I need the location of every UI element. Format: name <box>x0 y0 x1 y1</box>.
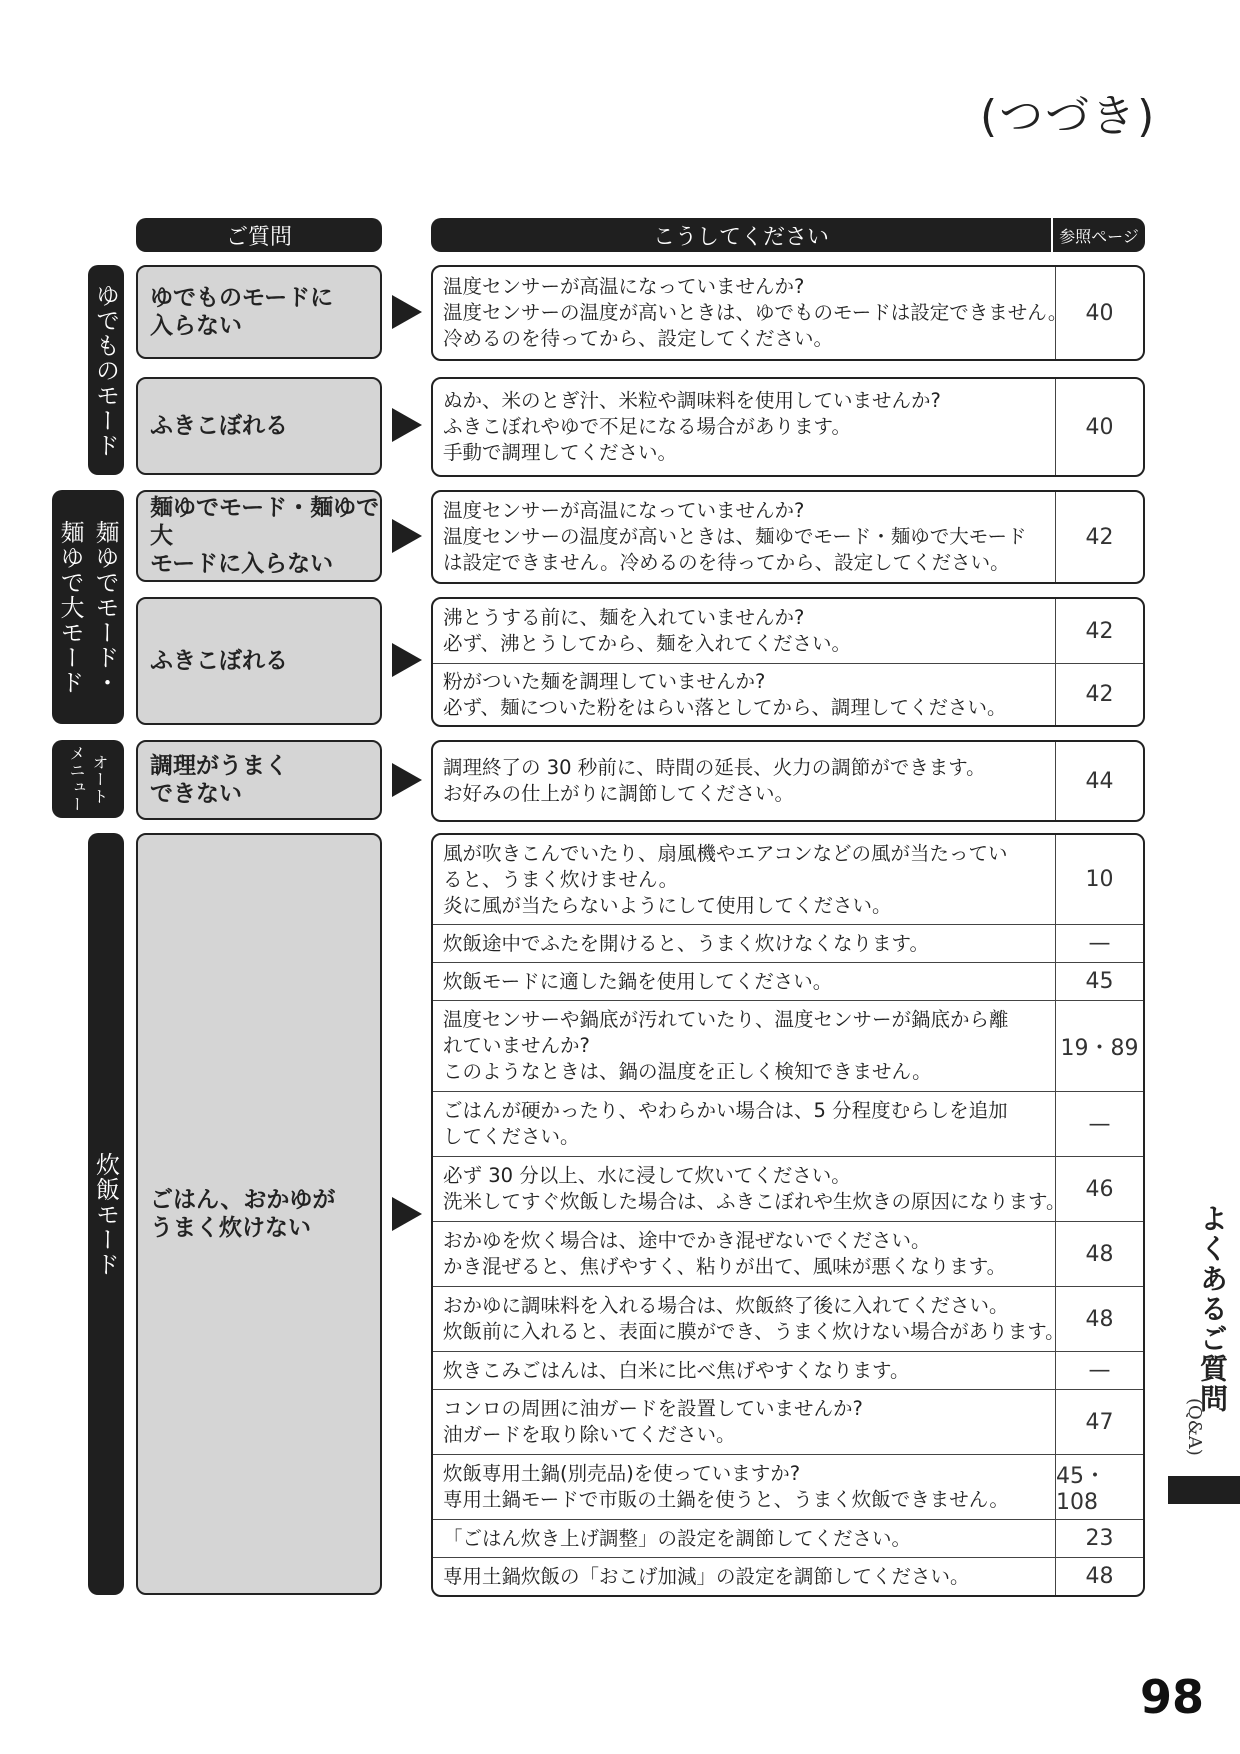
answer-line: 必ず、沸とうしてから、麺を入れてください。 <box>443 632 851 655</box>
answer-line: 風が吹きこんでいたり、扇風機やエアコンなどの風が当たってい <box>443 841 1008 865</box>
answer-line: 温度センサーが高温になっていませんか? <box>443 275 805 298</box>
answer-row <box>433 924 1143 962</box>
answer-line: おかゆに調味料を入れる場合は、炊飯終了後に入れてください。 <box>443 1294 1009 1317</box>
answer-row <box>433 742 1143 820</box>
answer-line: 「ごはん炊き上げ調整」の設定を調節してください。 <box>443 1526 912 1550</box>
answer-line: ぬか、米のとぎ汁、米粒や調味料を使用していませんか? <box>443 389 941 412</box>
reference-page: 42 <box>1055 599 1143 663</box>
question-box <box>136 265 382 359</box>
answer-row <box>433 1156 1143 1221</box>
section-title: よくあるご質問 <box>1196 1204 1229 1414</box>
answer-row <box>433 962 1143 1000</box>
answer-row <box>433 1389 1143 1454</box>
question-line: うまく炊けない <box>150 1215 311 1241</box>
question-line: 調理がうまく <box>150 753 288 779</box>
category-menu-auto <box>52 740 124 818</box>
answer-line: 温度センサーの温度が高いときは、ゆでものモードは設定できません。 <box>443 301 1068 324</box>
arrow-icon <box>392 1197 422 1231</box>
answer-line: 温度センサーが高温になっていませんか? <box>443 499 805 522</box>
answer-line: 温度センサーの温度が高いときは、麺ゆでモード・麺ゆで大モード <box>443 525 1027 548</box>
answer-line: 洗米してすぐ炊飯した場合は、ふきこぼれや生炊きの原因になります。 <box>443 1190 1066 1213</box>
answer-line: 専用土鍋炊飯の「おこげ加減」の設定を調節してください。 <box>443 1564 970 1588</box>
reference-page: 40 <box>1055 267 1143 359</box>
question-box <box>136 740 382 820</box>
answer-row <box>433 1221 1143 1286</box>
category-label: 炊飯モード <box>91 1151 120 1277</box>
header-page <box>1053 218 1145 252</box>
answer-line: 冷めるのを待ってから、設定してください。 <box>443 327 834 350</box>
reference-page: 45・108 <box>1055 1455 1143 1519</box>
answer-line: 手動で調理してください。 <box>443 441 678 464</box>
answer-box <box>431 490 1145 584</box>
answer-line: 炊飯途中でふたを開けると、うまく炊けなくなります。 <box>443 931 929 955</box>
answer-line: 炊飯前に入れると、表面に膜ができ、うまく炊けない場合があります。 <box>443 1320 1065 1343</box>
reference-page: — <box>1055 1092 1143 1156</box>
category-suihan-mode <box>88 833 124 1595</box>
answer-row <box>433 379 1143 475</box>
answer-line: 専用土鍋モードで市販の土鍋を使うと、うまく炊飯できません。 <box>443 1488 1009 1511</box>
answer-line: このようなときは、鍋の温度を正しく検知できません。 <box>443 1060 932 1083</box>
reference-page: 47 <box>1055 1390 1143 1454</box>
category-label: 麺ゆでモード・ <box>91 519 119 695</box>
answer-line: は設定できません。冷めるのを待ってから、設定してください。 <box>443 551 1010 574</box>
reference-page: 44 <box>1055 742 1143 820</box>
question-box <box>136 490 382 582</box>
question-box <box>136 597 382 725</box>
answer-box <box>431 597 1145 727</box>
question-box <box>136 833 382 1595</box>
answer-line: 炎に風が当たらないようにして使用してください。 <box>443 893 892 917</box>
answer-line: 調理終了の 30 秒前に、時間の延長、火力の調節ができます。 <box>443 756 986 779</box>
question-line: ごはん、おかゆが <box>150 1187 336 1213</box>
category-yude-mode <box>88 265 124 475</box>
reference-page: — <box>1055 925 1143 962</box>
answer-row <box>433 663 1143 725</box>
answer-row <box>433 599 1143 663</box>
arrow-icon <box>392 519 422 553</box>
question-line: モードに入らない <box>150 551 334 577</box>
reference-page: — <box>1055 1352 1143 1389</box>
answer-line: おかゆを炊く場合は、途中でかき混ぜないでください。 <box>443 1229 931 1252</box>
answer-box <box>431 377 1145 477</box>
category-label: オート <box>90 753 109 805</box>
reference-page: 19・89 <box>1055 1001 1143 1091</box>
header-question-label: ご質問 <box>225 224 292 250</box>
question-line: 麺ゆでモード・麺ゆで大 <box>150 495 380 549</box>
answer-row <box>433 1286 1143 1351</box>
answer-line: かき混ぜると、焦げやすく、粘りが出て、風味が悪くなります。 <box>443 1255 1007 1278</box>
answer-row <box>433 1000 1143 1091</box>
answer-row <box>433 835 1143 924</box>
answer-line: ふきこぼれやゆで不足になる場合があります。 <box>443 415 851 438</box>
question-line: ふきこぼれる <box>150 648 288 674</box>
answer-line: 必ず 30 分以上、水に浸して炊いてください。 <box>443 1164 851 1187</box>
section-subtitle: (Q&A) <box>1184 1398 1205 1456</box>
answer-row <box>433 1454 1143 1519</box>
arrow-icon <box>392 763 422 797</box>
answer-box <box>431 833 1145 1597</box>
question-line: できない <box>150 781 242 807</box>
reference-page: 42 <box>1055 492 1143 582</box>
reference-page: 40 <box>1055 379 1143 475</box>
answer-line: 温度センサーや鍋底が汚れていたり、温度センサーが鍋底から離 <box>443 1008 1009 1031</box>
page-number: 98 <box>1140 1670 1205 1724</box>
answer-line: ると、うまく炊けません。 <box>443 867 679 891</box>
answer-row <box>433 1519 1143 1557</box>
arrow-icon <box>392 295 422 329</box>
reference-page: 23 <box>1055 1520 1143 1557</box>
answer-box <box>431 740 1145 822</box>
category-men-mode <box>52 490 124 724</box>
reference-page: 45 <box>1055 963 1143 1000</box>
reference-page: 48 <box>1055 1287 1143 1351</box>
header-answer <box>431 218 1051 252</box>
answer-row <box>433 267 1143 359</box>
reference-page: 42 <box>1055 664 1143 725</box>
answer-line: コンロの周囲に油ガードを設置していませんか? <box>443 1397 863 1420</box>
answer-line: ごはんが硬かったり、やわらかい場合は、5 分程度むらしを追加 <box>443 1099 1008 1122</box>
reference-page: 46 <box>1055 1157 1143 1221</box>
header-answer-label: こうしてください <box>652 224 829 250</box>
answer-line: 炊飯専用土鍋(別売品)を使っていますか? <box>443 1462 801 1485</box>
answer-line: 油ガードを取り除いてください。 <box>443 1423 736 1446</box>
arrow-icon <box>392 408 422 442</box>
question-line: 入らない <box>150 313 242 339</box>
question-line: ふきこぼれる <box>150 413 288 439</box>
category-label: ゆでものモード <box>91 282 120 458</box>
answer-row <box>433 1091 1143 1156</box>
answer-line: お好みの仕上がりに調節してください。 <box>443 782 795 805</box>
reference-page: 10 <box>1055 835 1143 924</box>
answer-line: 炊きこみごはんは、白米に比べ焦げやすくなります。 <box>443 1358 910 1382</box>
arrow-icon <box>392 643 422 677</box>
continued-label: (つづき) <box>980 91 1157 142</box>
category-label: メニュー <box>67 745 86 813</box>
section-tab-marker <box>1168 1476 1240 1504</box>
answer-box <box>431 265 1145 361</box>
answer-row <box>433 1557 1143 1595</box>
answer-line: れていませんか? <box>443 1034 590 1057</box>
answer-row <box>433 492 1143 582</box>
answer-line: 沸とうする前に、麺を入れていませんか? <box>443 606 805 629</box>
answer-line: 必ず、麺についた粉をはらい落としてから、調理してください。 <box>443 695 1007 719</box>
header-question <box>136 218 382 252</box>
header-page-label: 参照ページ <box>1059 226 1139 246</box>
question-line: ゆでものモードに <box>150 285 334 311</box>
reference-page: 48 <box>1055 1558 1143 1595</box>
category-label: 麺ゆで大モード <box>56 519 84 695</box>
question-box <box>136 377 382 475</box>
answer-line: してください。 <box>443 1125 580 1148</box>
answer-line: 炊飯モードに適した鍋を使用してください。 <box>443 969 833 993</box>
answer-line: 粉がついた麺を調理していませんか? <box>443 669 766 693</box>
reference-page: 48 <box>1055 1222 1143 1286</box>
answer-row <box>433 1351 1143 1389</box>
